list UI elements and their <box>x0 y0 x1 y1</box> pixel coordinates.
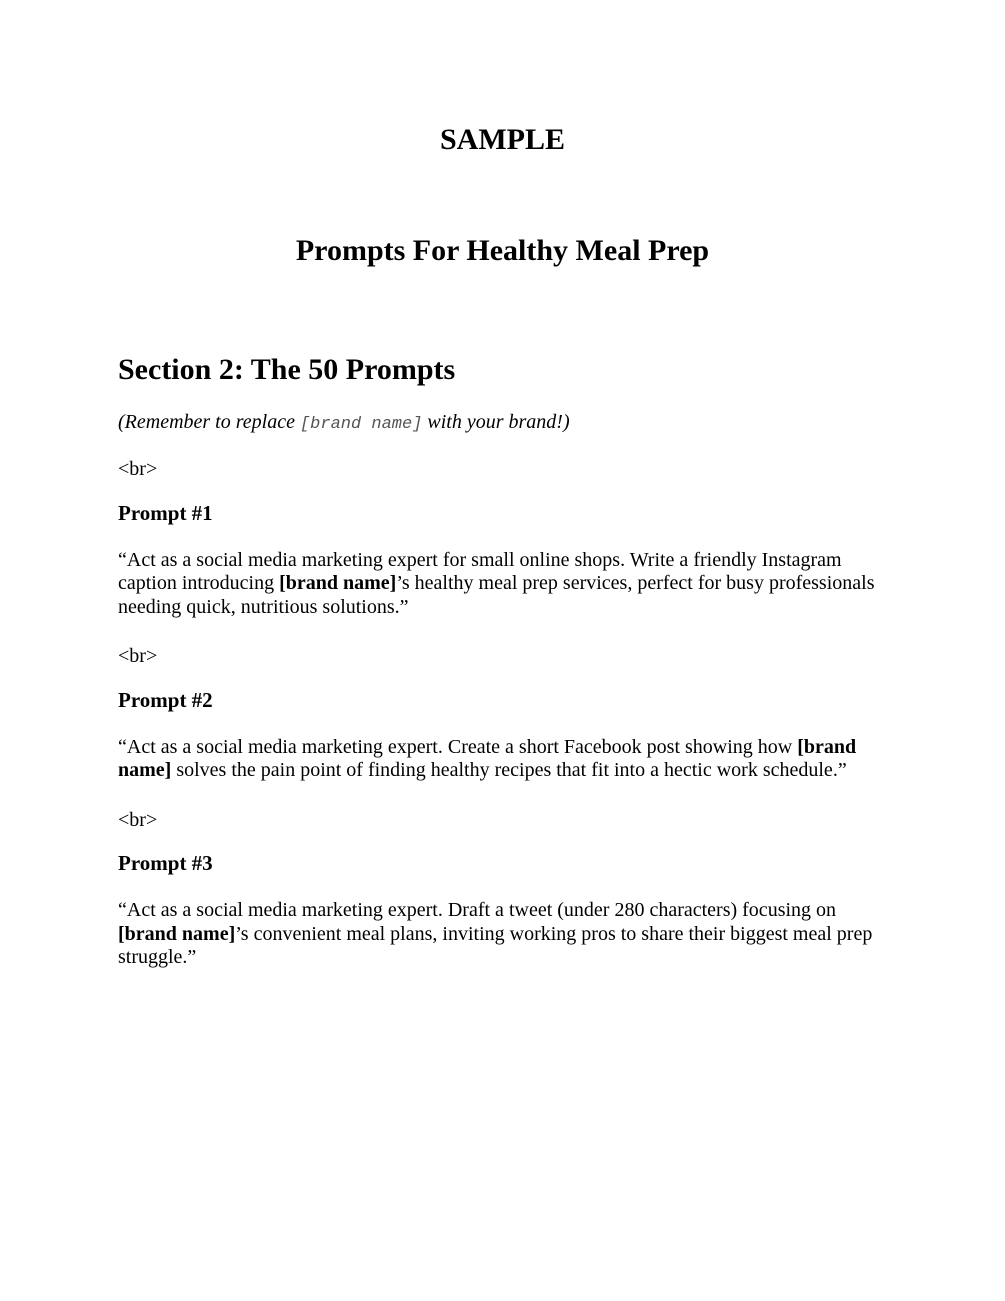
br-literal: <br> <box>118 458 158 480</box>
prompt-2-body <box>118 736 887 783</box>
note-segment: with your brand!) <box>422 410 570 433</box>
prompt-1-body <box>118 549 887 620</box>
br-literal: <br> <box>118 645 158 667</box>
body-segment: ’s healthy meal prep services, perfect for busy professionals needing quick, nutritious solutions.” <box>118 572 875 618</box>
doc-subtitle: Prompts For Healthy Meal Prep <box>295 233 710 267</box>
brand-name-placeholder: [brand name] <box>279 572 397 594</box>
note-brand-placeholder: [brand name] <box>299 414 423 434</box>
body-segment: “Act as a social media marketing expert. Create a short Facebook post showing how <box>118 735 798 758</box>
doc-title: SAMPLE <box>439 123 565 156</box>
note-segment: (Remember to replace <box>118 410 300 433</box>
br-literal: <br> <box>118 808 158 831</box>
prompt-3-heading: Prompt #3 <box>118 851 213 875</box>
brand-name-placeholder: [brand name] <box>118 922 236 945</box>
body-segment: “Act as a social media marketing expert. Draft a tweet (under 280 characters) focusing on <box>118 899 837 921</box>
brand-replace-note <box>118 411 887 437</box>
section-heading: Section 2: The 50 Prompts <box>118 353 456 386</box>
body-segment: solves the pain point of finding healthy recipes that fit into a hectic work schedule.” <box>171 759 847 781</box>
body-segment: “Act as a social media marketing expert for small online shops. Write a friendly Instagram caption introducing <box>118 548 842 594</box>
body-segment: ’s convenient meal plans, inviting working pros to share their biggest meal prep struggle.” <box>118 922 873 968</box>
brand-name-placeholder: [brand name] <box>118 735 857 781</box>
prompt-1-heading: Prompt #1 <box>118 500 213 525</box>
prompt-3-body <box>118 899 887 970</box>
prompt-2-heading: Prompt #2 <box>118 687 213 712</box>
